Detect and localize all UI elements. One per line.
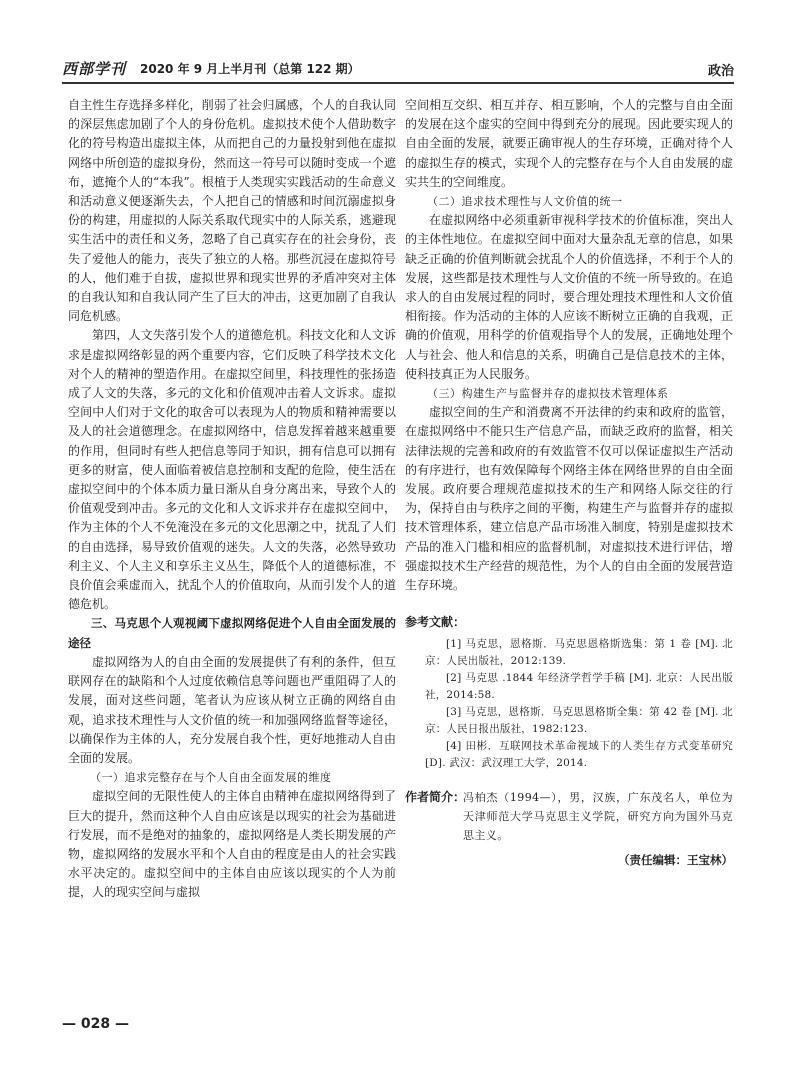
left-column: [68, 96, 396, 903]
paragraph: 虚拟空间的无限性使人的主体自由精神在虚拟网络得到了巨大的提升，然而这种个人自由应该是以现实的社会为基础进行发展，而不是绝对的抽象的，虚拟网络是人类长期发展的产物，虚拟网络的发展水平和个人自由的程度是由人的社会实践水平决定的。虚拟空间中的主体自由应该以现实的个人为前提，人的现实空间与虚拟: [68, 789, 396, 900]
author-bio-text: 冯柏杰（1994—），男，汉族，广东茂名人，单位为天津师范大学马克思主义学院，研究方向为国外马克思主义。: [463, 791, 733, 843]
page-header: [62, 56, 734, 80]
paragraph: 第四，人文失落引发个人的道德危机。科技文化和人文诉求是虚拟网络彰显的两个重要内容，它们反映了科学技术文化对个人的精神的塑造作用。在虚拟空间里，科技理性的张扬造成了人文的失落，多元的文化和价值观冲击着人文诉求。虚拟空间中人们对于文化的取舍可以表现为人的物质和精神需要以及人的社会道德理念。在虚拟网络中，信息发挥着越来越重要的作用，但同时有些人把信息等同于知识，拥有信息可以拥有更多的财富，使人面临着被信息控制和支配的危险，使生活在虚拟空间中的个体本质力量日渐从自身分离出来，导致个人的价值观受到冲击。多元的文化和人文诉求并存在虚拟空间中，作为主体的个人不免淹没在多元的文化思潮之中，扰乱了人们的自由选择，易导致价值观的迷失。人文的失落，必然导致功利主义、个人主义和享乐主义丛生，降低个人的道德标准，不良价值会乘虚而入，扰乱个人的价值取向，从而引发个人的道德危机。: [68, 328, 396, 612]
subsection-heading: （三）构建生产与监督并存的虚拟技术管理体系: [427, 387, 669, 401]
paragraph: 虚拟空间的生产和消费离不开法律的约束和政府的监管，在虚拟网络中不能只生产信息产品，而缺乏政府的监督，相关法律法规的完善和政府的有效监管不仅可以保证虚拟生产活动的有序进行，也有效保障每个网络主体在网络世界的自由全面发展。政府要合理规范虚拟技术的生产和网络人际交往的行为，保持自由与秩序之间的平衡，构建生产与监督并存的虚拟技术管理体系，建立信息产品市场准入制度，特别是虚拟技术产品的准入门槛和相应的监督机制，对虚拟技术进行评估，增强虚拟技术生产经营的规范性，为个人的自由全面的发展营造生存环境。: [405, 405, 733, 593]
reference-item: [3] 马克思，恩格斯．马克思恩格斯全集：第 42 卷 [M]. 北京：人民日报出版社，1982:123.: [425, 706, 733, 736]
subsection-heading: （二）追求技术理性与人文价值的统一: [427, 195, 623, 209]
journal-logo: 西部学刊: [62, 60, 127, 78]
header-rule: [62, 82, 734, 84]
references-title: 参考文献：: [405, 615, 466, 630]
right-column: [405, 96, 733, 871]
page-number: — 028 —: [62, 1016, 129, 1032]
reference-item: [2] 马克思 .1844 年经济学哲学手稿 [M]. 北京：人民出版社，2014:58.: [425, 672, 733, 702]
subsection-heading: （一）追求完整存在与个人自由全面发展的维度: [90, 771, 332, 785]
responsible-editor: （责任编辑：王宝林）: [618, 853, 733, 868]
paragraph: 在虚拟网络中必须重新审视科学技术的价值标准，突出人的主体性地位。在虚拟空间中面对大量杂乱无章的信息，如果缺乏正确的价值判断就会扰乱个人的价值选择，不利于个人的发展，这些都是技术理性与人文价值的不统一所导致的。在追求人的自由发展过程的同时，要合理处理技术理性和人文价值相衔接。作为活动的主体的人应该不断树立正确的自我观，正确的价值观，用科学的价值观指导个人的发展，正确地处理个人与社会、他人和信息的关系，明确自己是信息技术的主体，使科技真正为人民服务。: [405, 213, 733, 381]
paragraph: 空间相互交织、相互并存、相互影响，个人的完整与自由全面的发展在这个虚实的空间中得到充分的展现。因此要实现人的自由全面的发展，就要正确审视人的生存环境，正确对待个人的虚拟生存的模式，实现个人的完整存在与个人自由发展的虚实共生的空间维度。: [405, 98, 733, 189]
reference-item: [1] 马克思，恩格斯．马克思恩格斯选集：第 1 卷 [M]. 北京：人民出版社，2012:139.: [425, 638, 733, 668]
section-heading: 三、马克思个人观视阈下虚拟网络促进个人自由全面发展的途径: [68, 616, 396, 650]
section-tag: 政治: [707, 64, 734, 79]
author-bio: [405, 788, 733, 845]
paragraph: 自主性生存选择多样化，削弱了社会归属感，个人的自我认同的深层焦虑加剧了个人的身份危机。虚拟技术使个人借助数字化的符号构造出虚拟主体，从而把自己的力量投射到他在虚拟网络中所创造的虚拟身份，然而这一符号可以随时变成一个遮布，遮掩个人的“本我”。根植于人类现实实践活动的生命意义和活动意义便逐渐失去，个人把自己的情感和时间沉溺虚拟身份的构建，用虚拟的人际关系取代现实中的人际关系，逃避现实生活中的责任和义务，忽略了自己真实存在的社会身份，丧失了爱他人的能力，丧失了独立的人格。那些沉浸在虚拟符号的人，他们难于自拔，虚拟世界和现实世界的矛盾冲突对主体的自我认知和自我认同产生了巨大的冲击，这更加剧了自我认同危机感。: [68, 98, 396, 324]
issue-info: 2020 年 9 月上半月刊（总第 122 期）: [140, 62, 360, 76]
author-bio-label: 作者简介：: [405, 790, 466, 805]
paragraph: 虚拟网络为人的自由全面的发展提供了有利的条件，但互联网存在的缺陷和个人过度依赖信息等问题也严重阻碍了人的发展，面对这些问题，笔者认为应该从树立正确的网络自由观，追求技术理性与人文价值的统一和加强网络监督等途径，以确保作为主体的人，充分发展自我个性，更好地推动人自由全面的发展。: [68, 654, 396, 765]
reference-item: [4] 田彬．互联网技术革命视域下的人类生存方式变革研究 [D]. 武汉：武汉理工大学，2014.: [425, 740, 733, 770]
